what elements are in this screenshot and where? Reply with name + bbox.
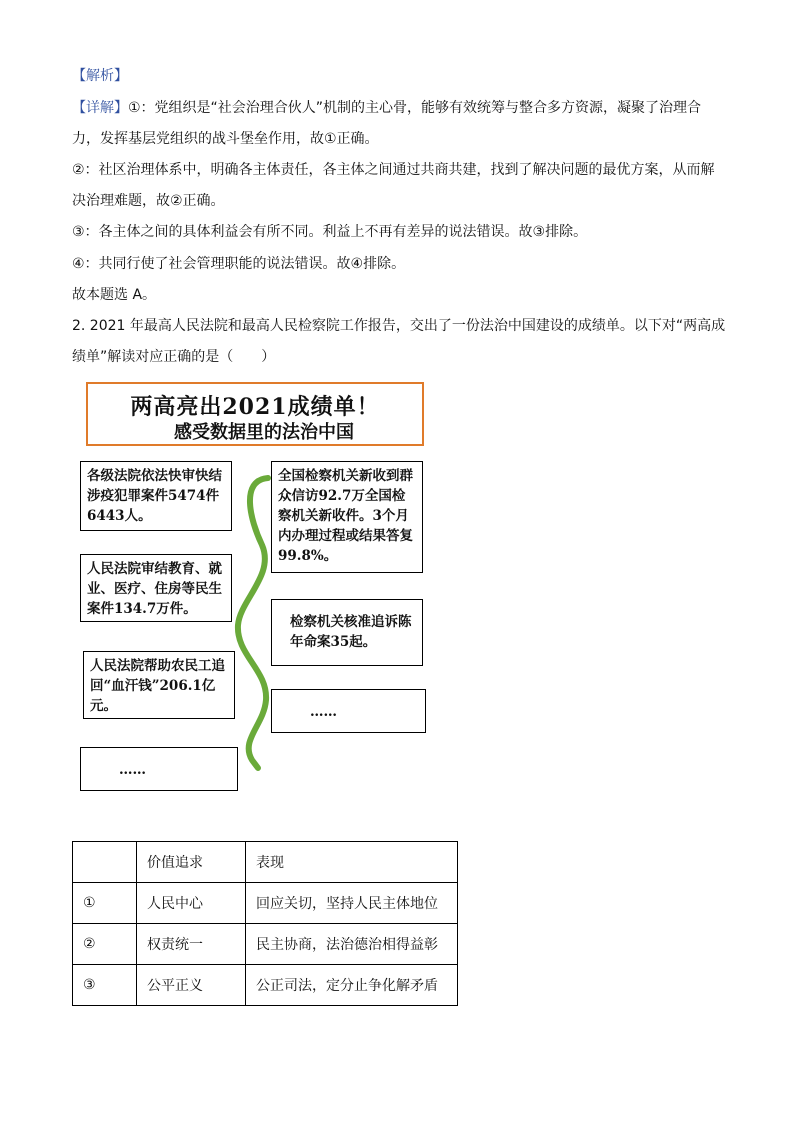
analysis-heading: 【解析】 — [72, 68, 128, 84]
analysis-paragraph-4: ④：共同行使了社会管理职能的说法错误。故④排除。 — [72, 256, 406, 272]
right-box-2: 检察机关核准追诉陈年命案35起。 — [271, 599, 423, 666]
table-cell: 权责统一 — [137, 924, 246, 965]
left-box-3: 人民法院帮助农民工追回“血汗钱”206.1亿元。 — [83, 651, 235, 719]
left-box-4: …… — [80, 747, 238, 791]
detail-tag: 【详解】 — [72, 100, 128, 116]
question-line-1: 2. 2021 年最高人民法院和最高人民检察院工作报告，交出了一份法治中国建设的成绩单。以下对“两高成 — [72, 318, 726, 334]
infographic-subtitle: 感受数据里的法治中国 — [174, 422, 354, 443]
analysis-paragraph-1b: 力，发挥基层党组织的战斗堡垒作用，故①正确。 — [72, 131, 379, 147]
table-cell: ② — [73, 924, 137, 965]
analysis-p1a-text: ①：党组织是“社会治理合伙人”机制的主心骨，能够有效统筹与整合多方资源，凝聚了治理合 — [128, 100, 702, 116]
analysis-paragraph-2a: ②：社区治理体系中，明确各主体责任，各主体之间通过共商共建，找到了解决问题的最优方案，从而解 — [72, 162, 715, 178]
infographic-title: 两高亮出2021成绩单！ — [130, 394, 380, 420]
table-cell: 民主协商，法治德治相得益彰 — [246, 924, 458, 965]
table-header-cell: 表现 — [246, 842, 458, 883]
right-box-3: …… — [271, 689, 426, 733]
table-header-cell — [73, 842, 137, 883]
question-line-2: 绩单”解读对应正确的是（ ） — [72, 349, 276, 365]
left-box-2: 人民法院审结教育、就业、医疗、住房等民生案件134.7万件。 — [80, 554, 232, 622]
table-cell: ① — [73, 883, 137, 924]
analysis-paragraph-2b: 决治理难题，故②正确。 — [72, 193, 225, 209]
answer-line: 故本题选 A。 — [72, 287, 157, 303]
analysis-paragraph-3: ③：各主体之间的具体利益会有所不同。利益上不再有差异的说法错误。故③排除。 — [72, 224, 588, 240]
table-row — [73, 924, 458, 965]
table-row — [73, 965, 458, 1006]
table-cell: 公平正义 — [137, 965, 246, 1006]
left-box-1: 各级法院依法快审快结涉疫犯罪案件5474件6443人。 — [80, 461, 232, 531]
value-table — [72, 841, 458, 1006]
infographic-title-box — [86, 382, 424, 446]
analysis-paragraph-1a — [72, 98, 701, 118]
table-cell: 回应关切，坚持人民主体地位 — [246, 883, 458, 924]
table-cell: ③ — [73, 965, 137, 1006]
table-row — [73, 883, 458, 924]
table-cell: 公正司法，定分止争化解矛盾 — [246, 965, 458, 1006]
table-cell: 人民中心 — [137, 883, 246, 924]
table-header-cell: 价值追求 — [137, 842, 246, 883]
table-header-row — [73, 842, 458, 883]
right-box-1: 全国检察机关新收到群众信访92.7万全国检察机关新收件。3个月内办理过程或结果答复99.8%。 — [271, 461, 423, 573]
